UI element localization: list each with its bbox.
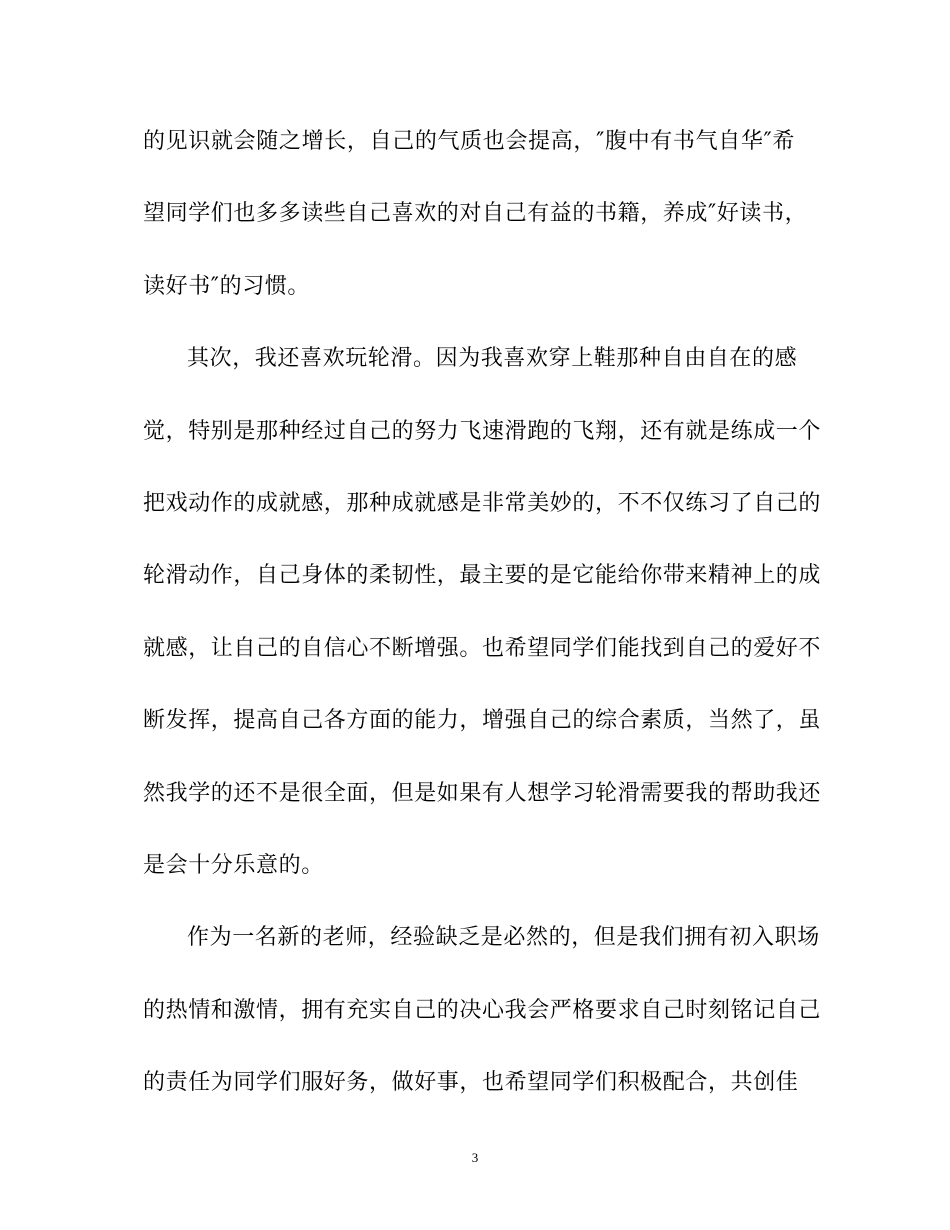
text-line: 就感，让自己的自信心不断增强。也希望同学们能找到自己的爱好不 [143, 635, 822, 661]
page-number: 3 [471, 1150, 479, 1165]
text-line: 断发挥，提高自己各方面的能力，增强自己的综合素质，当然了，虽 [143, 708, 822, 734]
text-line: 读好书″的习惯。 [143, 273, 311, 299]
text-line: 把戏动作的成就感，那种成就感是非常美妙的，不不仅练习了自己的 [143, 490, 822, 516]
text-line: 的见识就会随之增长，自己的气质也会提高，″腹中有书气自华″希 [143, 129, 795, 154]
text-line: 的责任为同学们服好务，做好事，也希望同学们积极配合，共创佳 [143, 1070, 799, 1096]
text-line: 然我学的还不是很全面，但是如果有人想学习轮滑需要我的帮助我还 [143, 780, 822, 806]
text-line: 的热情和激情，拥有充实自己的决心我会严格要求自己时刻铭记自己 [143, 997, 822, 1023]
text-line: 其次，我还喜欢玩轮滑。因为我喜欢穿上鞋那种自由自在的感 [187, 346, 798, 372]
text-line: 觉，特别是那种经过自己的努力飞速滑跑的飞翔，还有就是练成一个 [143, 418, 822, 444]
body-text [143, 118, 822, 1131]
text-line: 作为一名新的老师，经验缺乏是必然的，但是我们拥有初入职场 [187, 925, 820, 951]
text-line: 望同学们也多多读些自己喜欢的对自己有益的书籍，养成″好读书， [143, 201, 808, 227]
text-line: 是会十分乐意的。 [143, 852, 324, 878]
text-line: 轮滑动作，自己身体的柔韧性，最主要的是它能给你带来精神上的成 [143, 563, 822, 589]
